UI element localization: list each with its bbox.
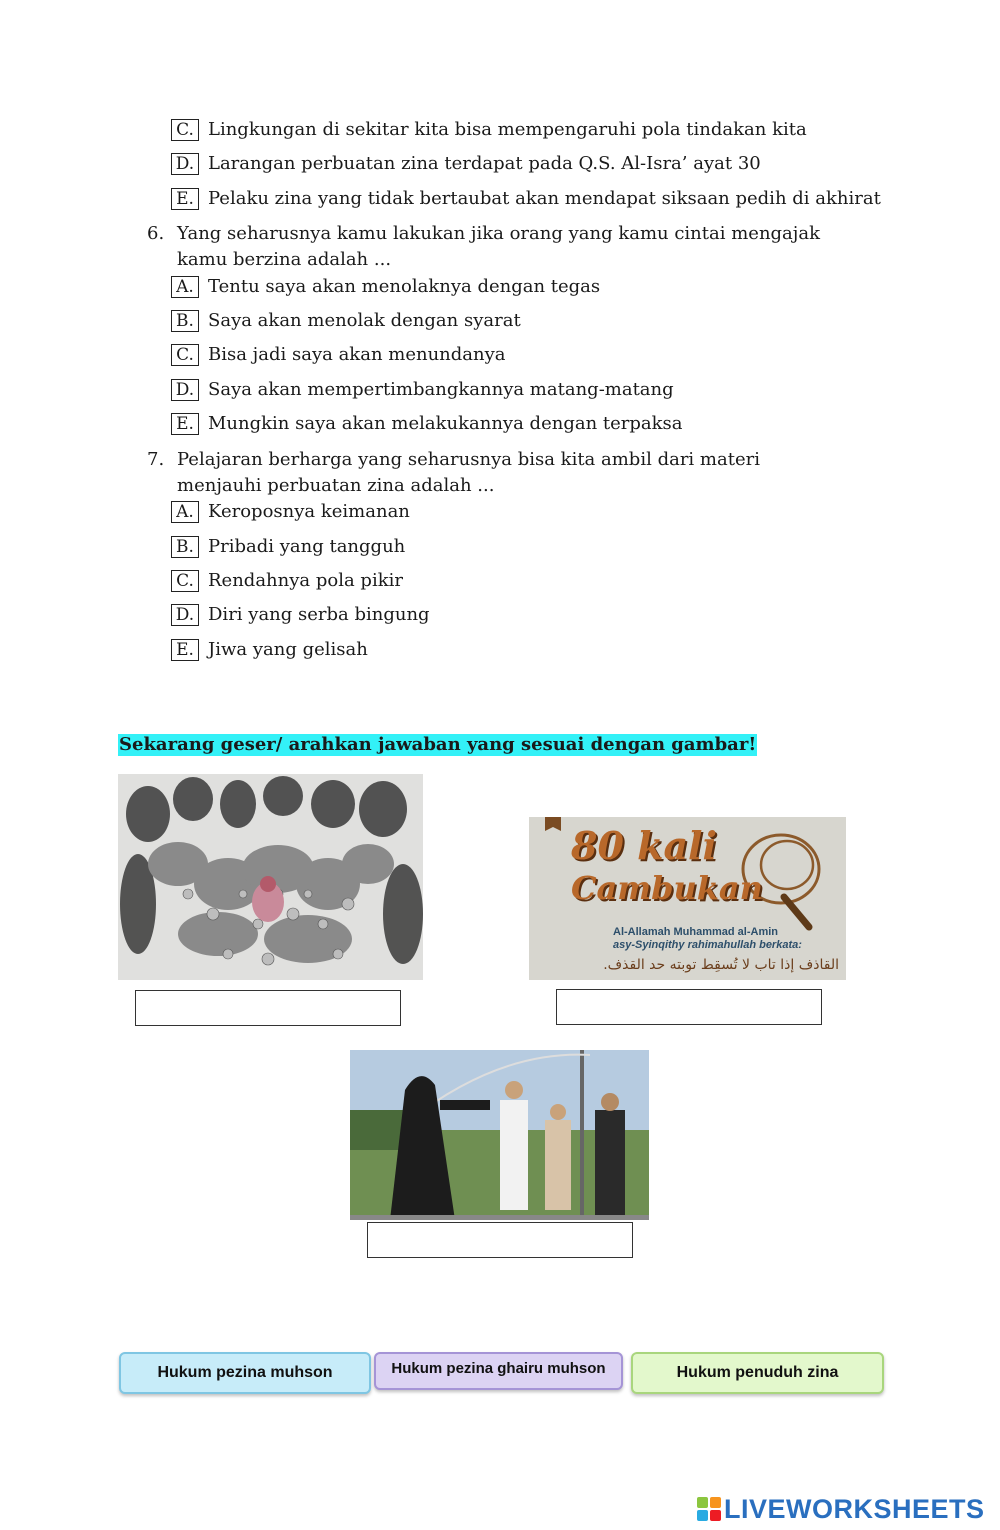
question-text: Pelajaran berharga yang seharusnya bisa kita ambil dari materi menjauhi perbuatan zina adalah ... xyxy=(177,449,760,496)
option-text: Pribadi yang tangguh xyxy=(208,536,406,557)
question-number: 6. xyxy=(147,223,165,244)
option-text: Tentu saya akan menolaknya dengan tegas xyxy=(208,276,601,297)
option-6e xyxy=(171,412,683,436)
instruction-highlight: Sekarang geser/ arahkan jawaban yang sesuai dengan gambar! xyxy=(119,734,757,755)
option-6c xyxy=(171,343,506,367)
answer-chip-pezina-muhson[interactable] xyxy=(119,1352,371,1394)
stoning-image xyxy=(118,774,423,980)
option-letter: E. xyxy=(171,413,199,435)
option-text: Rendahnya pola pikir xyxy=(208,570,403,591)
cambuk-image xyxy=(529,817,846,980)
answer-dropbox-3[interactable] xyxy=(367,1222,633,1258)
option-letter: B. xyxy=(171,536,199,558)
option-text: Diri yang serba bingung xyxy=(208,604,430,625)
option-letter: C. xyxy=(171,119,199,141)
option-7d xyxy=(171,603,430,627)
option-text: Saya akan menolak dengan syarat xyxy=(208,310,521,331)
chip-label: Hukum pezina muhson xyxy=(157,1364,333,1381)
cambuk-caption-1: Al-Allamah Muhammad al-Amin xyxy=(613,926,779,938)
option-5c xyxy=(171,118,807,142)
option-5e xyxy=(171,187,881,211)
option-6a xyxy=(171,275,600,299)
answer-dropbox-2[interactable] xyxy=(556,989,822,1025)
option-letter: A. xyxy=(171,501,199,523)
cambuk-caption-2: asy-Syinqithy rahimahullah berkata: xyxy=(613,939,802,951)
flogging-image xyxy=(350,1050,649,1220)
option-7e xyxy=(171,638,368,662)
question-7 xyxy=(147,447,847,499)
question-text: Yang seharusnya kamu lakukan jika orang yang kamu cintai mengajak kamu berzina adalah ... xyxy=(177,223,821,270)
answer-chip-penuduh-zina[interactable] xyxy=(631,1352,884,1394)
brand-name: LIVEWORKSHEETS xyxy=(724,1493,985,1524)
answer-chip-pezina-ghairu-muhson[interactable] xyxy=(374,1352,623,1390)
option-letter: C. xyxy=(171,344,199,366)
liveworksheets-icon xyxy=(697,1497,721,1521)
option-7b xyxy=(171,535,405,559)
option-letter: B. xyxy=(171,310,199,332)
answer-dropbox-1[interactable] xyxy=(135,990,401,1026)
public-flogging-photo xyxy=(350,1050,649,1220)
option-text: Mungkin saya akan melakukannya dengan terpaksa xyxy=(208,413,683,434)
option-5d xyxy=(171,152,761,176)
option-6d xyxy=(171,378,674,402)
option-letter: E. xyxy=(171,639,199,661)
option-text: Saya akan mempertimbangkannya matang-matang xyxy=(208,379,674,400)
option-text: Bisa jadi saya akan menundanya xyxy=(208,344,506,365)
option-6b xyxy=(171,309,521,333)
option-text: Pelaku zina yang tidak bertaubat akan mendapat siksaan pedih di akhirat xyxy=(208,188,881,209)
option-text: Jiwa yang gelisah xyxy=(208,639,368,660)
option-letter: D. xyxy=(171,153,199,175)
option-text: Lingkungan di sekitar kita bisa mempengaruhi pola tindakan kita xyxy=(208,119,807,140)
option-7a xyxy=(171,500,410,524)
option-letter: D. xyxy=(171,379,199,401)
option-letter: C. xyxy=(171,570,199,592)
option-letter: A. xyxy=(171,276,199,298)
option-letter: E. xyxy=(171,188,199,210)
stoning-illustration xyxy=(118,774,423,980)
cambuk-arabic-text: القاذف إذا تاب لا تُسقِط توبته حد القذف. xyxy=(603,957,839,973)
chip-label: Hukum pezina ghairu muhson xyxy=(391,1360,606,1377)
option-7c xyxy=(171,569,403,593)
option-text: Keroposnya keimanan xyxy=(208,501,410,522)
question-6 xyxy=(147,221,847,273)
liveworksheets-logo[interactable] xyxy=(697,1493,985,1524)
option-letter: D. xyxy=(171,604,199,626)
option-text: Larangan perbuatan zina terdapat pada Q.S. Al-Isra’ ayat 30 xyxy=(208,153,761,174)
question-number: 7. xyxy=(147,449,165,470)
cambuk-title-1: 80 kali xyxy=(571,823,717,868)
chip-label: Hukum penuduh zina xyxy=(676,1364,839,1381)
cambuk-title-2: Cambukan xyxy=(571,869,763,907)
